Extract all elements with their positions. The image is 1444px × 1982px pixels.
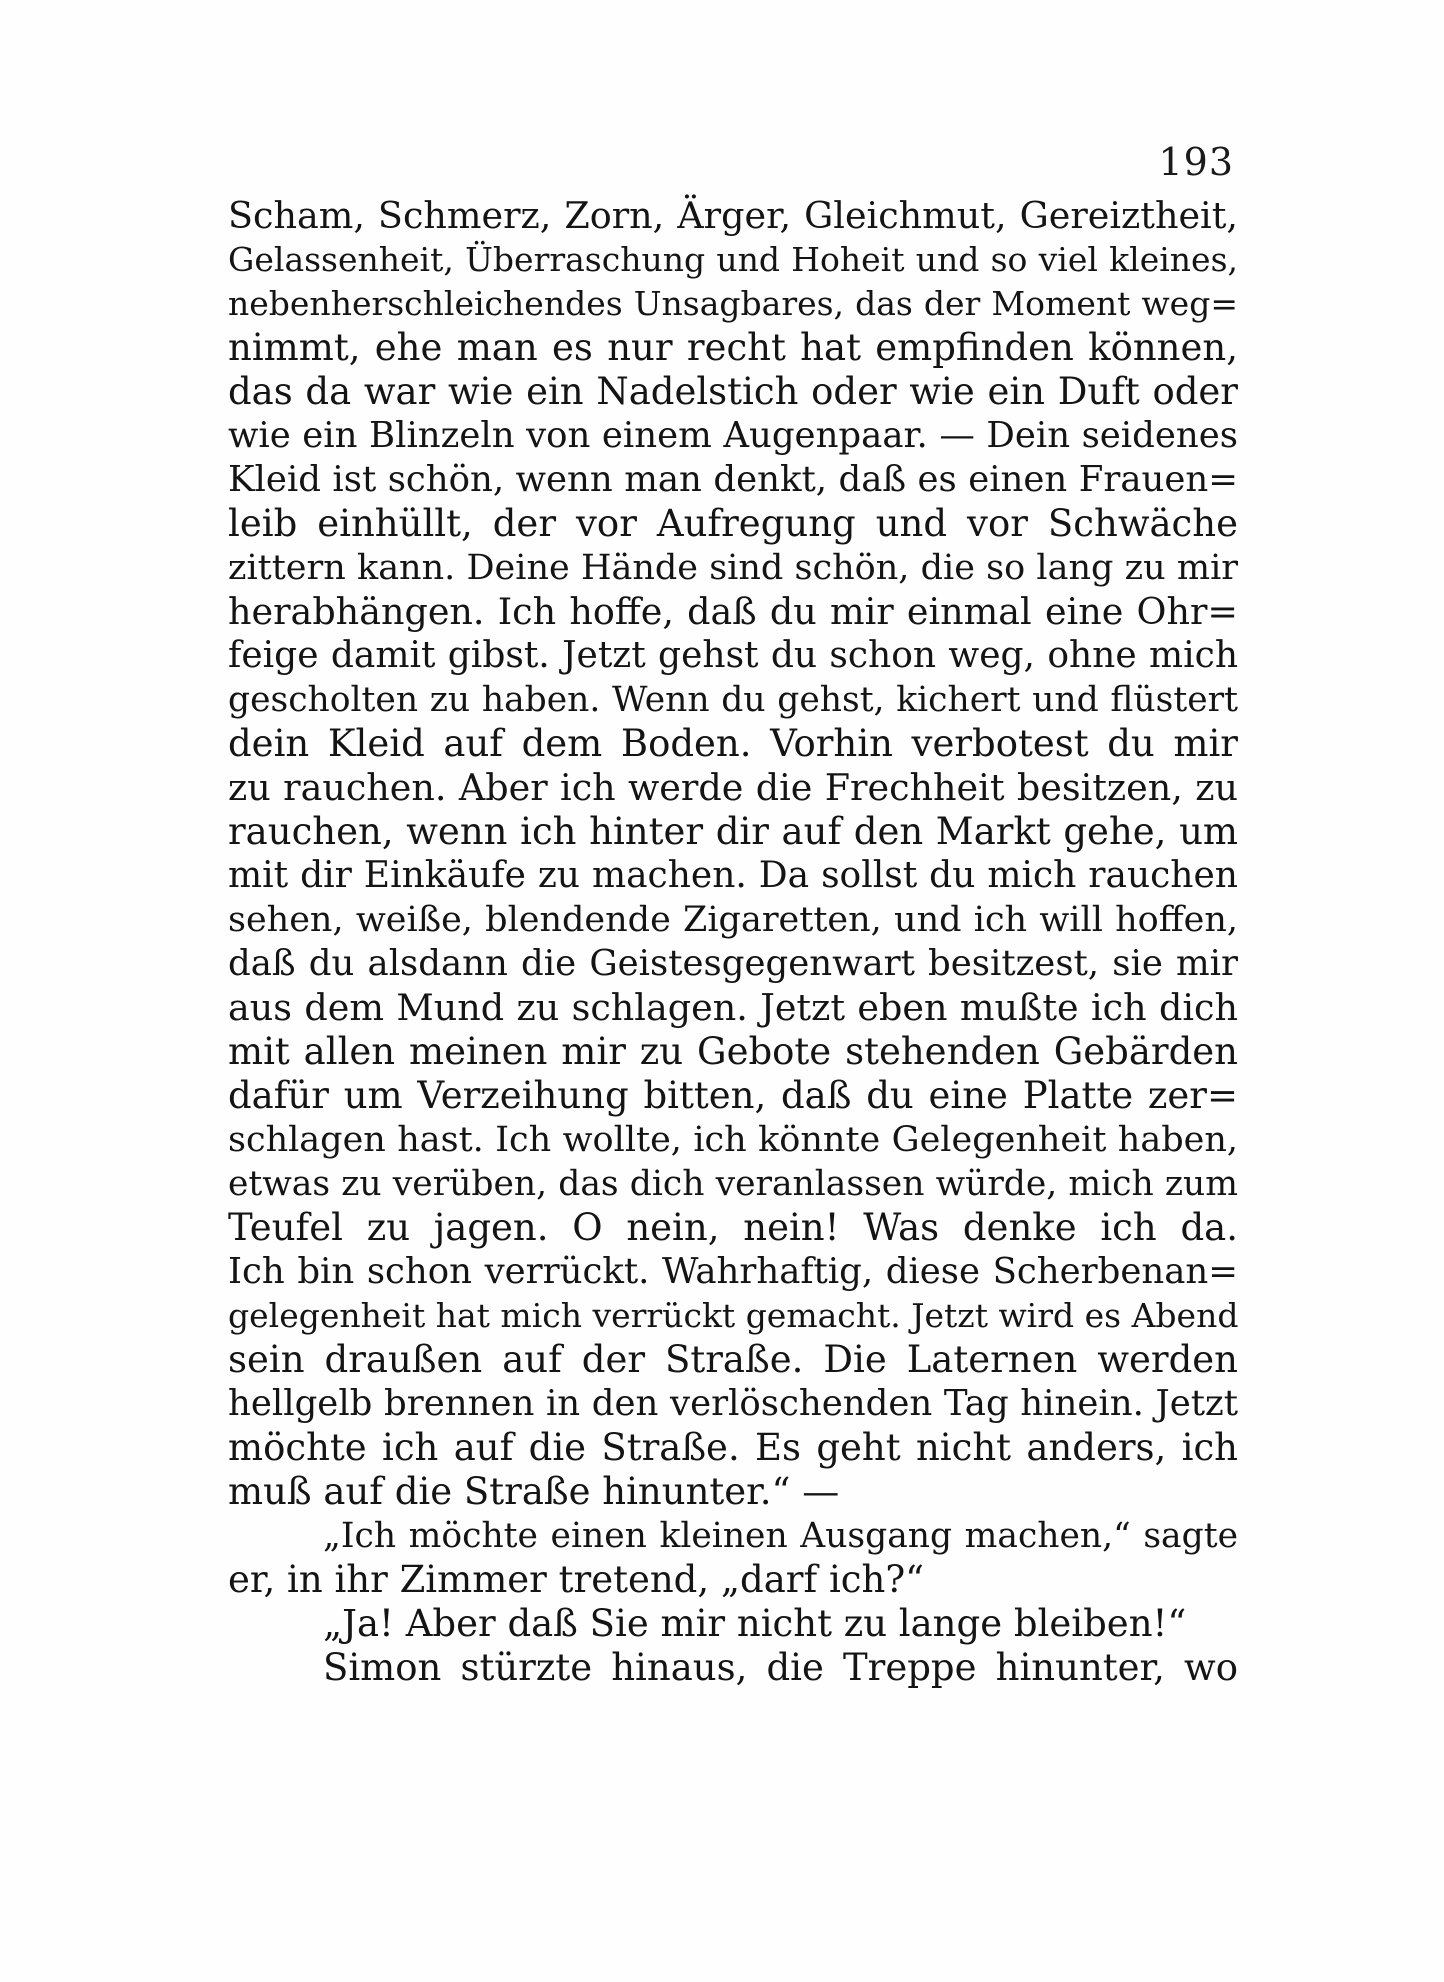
text-line: leib einhüllt, der vor Aufregung und vor Schwäche — [228, 502, 1238, 545]
text-line: aus dem Mund zu schlagen. Jetzt eben mußte ich dich — [228, 986, 1238, 1029]
text-line: „Ja! Aber daß Sie mir nicht zu lange bleiben!“ — [323, 1602, 1187, 1645]
text-line: wie ein Blinzeln von einem Augenpaar. — Dein seidenes — [228, 415, 1238, 456]
text-line: möchte ich auf die Straße. Es geht nicht anders, ich — [228, 1426, 1238, 1469]
text-line: rauchen, wenn ich hinter dir auf den Markt gehe, um — [228, 810, 1238, 853]
text-line: mit allen meinen mir zu Gebote stehenden Gebärden — [228, 1030, 1238, 1073]
text-line: sein draußen auf der Straße. Die Laternen werden — [228, 1338, 1238, 1381]
text-line: feige damit gibst. Jetzt gehst du schon weg, ohne mich — [228, 635, 1238, 676]
text-line: Ich bin schon verrückt. Wahrhaftig, diese Scherbenan= — [228, 1251, 1238, 1292]
text-line: gelegenheit hat mich verrückt gemacht. Jetzt wird es Abend — [228, 1296, 1238, 1335]
text-line: „Ich möchte einen kleinen Ausgang machen,“ sagte — [323, 1516, 1238, 1556]
text-line: dafür um Verzeihung bitten, daß du eine Platte zer= — [228, 1074, 1238, 1117]
text-line: Scham, Schmerz, Zorn, Ärger, Gleichmut, Gereiztheit, — [228, 194, 1238, 237]
text-line: gescholten zu haben. Wenn du gehst, kichert und flüstert — [228, 680, 1238, 720]
text-line: daß du alsdann die Geistesgegenwart besitzest, sie mir — [228, 943, 1238, 984]
text-line: Kleid ist schön, wenn man denkt, daß es einen Frauen= — [228, 459, 1238, 500]
text-line: nimmt, ehe man es nur recht hat empfinden können, — [228, 326, 1238, 369]
text-line: sehen, weiße, blendende Zigaretten, und ich will hoffen, — [228, 900, 1238, 940]
text-line: zu rauchen. Aber ich werde die Frechheit besitzen, zu — [228, 766, 1238, 809]
text-line: das da war wie ein Nadelstich oder wie ein Duft oder — [228, 370, 1238, 413]
text-line: etwas zu verüben, das dich veranlassen würde, mich zum — [228, 1164, 1238, 1204]
text-line: hellgelb brennen in den verlöschenden Tag hinein. Jetzt — [228, 1383, 1238, 1424]
text-line: Teufel zu jagen. O nein, nein! Was denke ich da. — [228, 1206, 1238, 1249]
text-line: schlagen hast. Ich wollte, ich könnte Gelegenheit haben, — [228, 1120, 1238, 1160]
text-line: herabhängen. Ich hoffe, daß du mir einmal eine Ohr= — [228, 590, 1238, 633]
text-line: Simon stürzte hinaus, die Treppe hinunter, wo — [323, 1646, 1238, 1689]
text-line: er, in ihr Zimmer tretend, „darf ich?“ — [228, 1558, 925, 1601]
text-line: dein Kleid auf dem Boden. Vorhin verbotest du mir — [228, 722, 1238, 765]
page-number: 193 — [1158, 140, 1234, 184]
text-line: muß auf die Straße hinunter.“ — — [228, 1470, 840, 1513]
body-text — [228, 194, 1238, 1690]
text-line: nebenherschleichendes Unsagbares, das der Moment weg= — [228, 284, 1238, 323]
text-line: Gelassenheit, Überraschung und Hoheit und so viel kleines, — [228, 240, 1238, 279]
text-line: mit dir Einkäufe zu machen. Da sollst du mich rauchen — [228, 855, 1238, 896]
text-line: zittern kann. Deine Hände sind schön, die so lang zu mir — [228, 548, 1238, 588]
